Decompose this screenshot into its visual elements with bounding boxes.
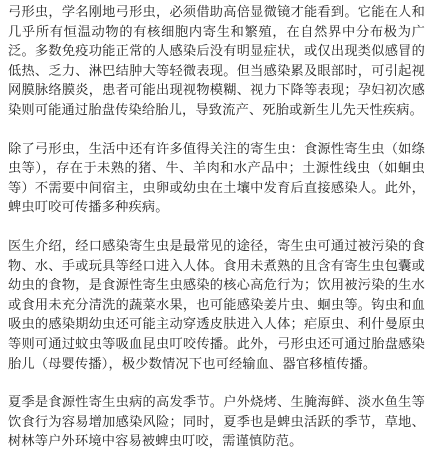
paragraph-toxoplasma-intro: 弓形虫，学名刚地弓形虫，必须借助高倍显微镜才能看到。它能在人和几乎所有恒温动物的有核细胞内寄生和繁殖，在自然界中分布极为广泛。多数免疫功能正常的人感染后没有明显症状，或仅出现类似感冒的低热、乏力、淋巴结肿大等轻微表现。但当感染累及眼部时，可引起视网膜脉络膜炎，患者可能出现视物模糊、视力下降等表现；孕妇初次感染则可能通过胎盘传染给胎儿，导致流产、死胎或新生儿先天性疾病。 xyxy=(8,5,425,118)
paragraph-summer-risk: 夏季是食源性寄生虫病的高发季节。户外烧烤、生腌海鲜、淡水鱼生等饮食行为容易增加感染风险；同时，夏季也是蜱虫活跃的季节，草地、树林等户外环境中容易被蜱虫叮咬，需谨慎防范。 xyxy=(8,395,425,450)
paragraph-infection-routes: 医生介绍，经口感染寄生虫是最常见的途径，寄生虫可通过被污染的食物、水、手或玩具等经口进入人体。食用未煮熟的且含有寄生虫包囊或幼虫的食物，是食源性寄生虫感染的核心高危行为；饮用被污染的生水或食用未充分清洗的蔬菜水果，也可能感染姜片虫、蛔虫等。钩虫和血吸虫的感染期幼虫还可能主动穿透皮肤进入人体；疟原虫、利什曼原虫等则可通过蚊虫等吸血昆虫叮咬传播。此外，弓形虫还可通过胎盘感染胎儿（母婴传播），极少数情况下也可经输血、器官移植传播。 xyxy=(8,238,425,372)
paragraph-other-parasites: 除了弓形虫，生活中还有许多值得关注的寄生虫：食源性寄生虫（如绦虫等），存在于未熟的猪、牛、羊肉和水产品中；土源性线虫（如蛔虫等）不需要中间宿主，虫卵或幼虫在土壤中发育后直接感染人。此外，蜱虫叮咬可传播多种疾病。 xyxy=(8,141,425,216)
